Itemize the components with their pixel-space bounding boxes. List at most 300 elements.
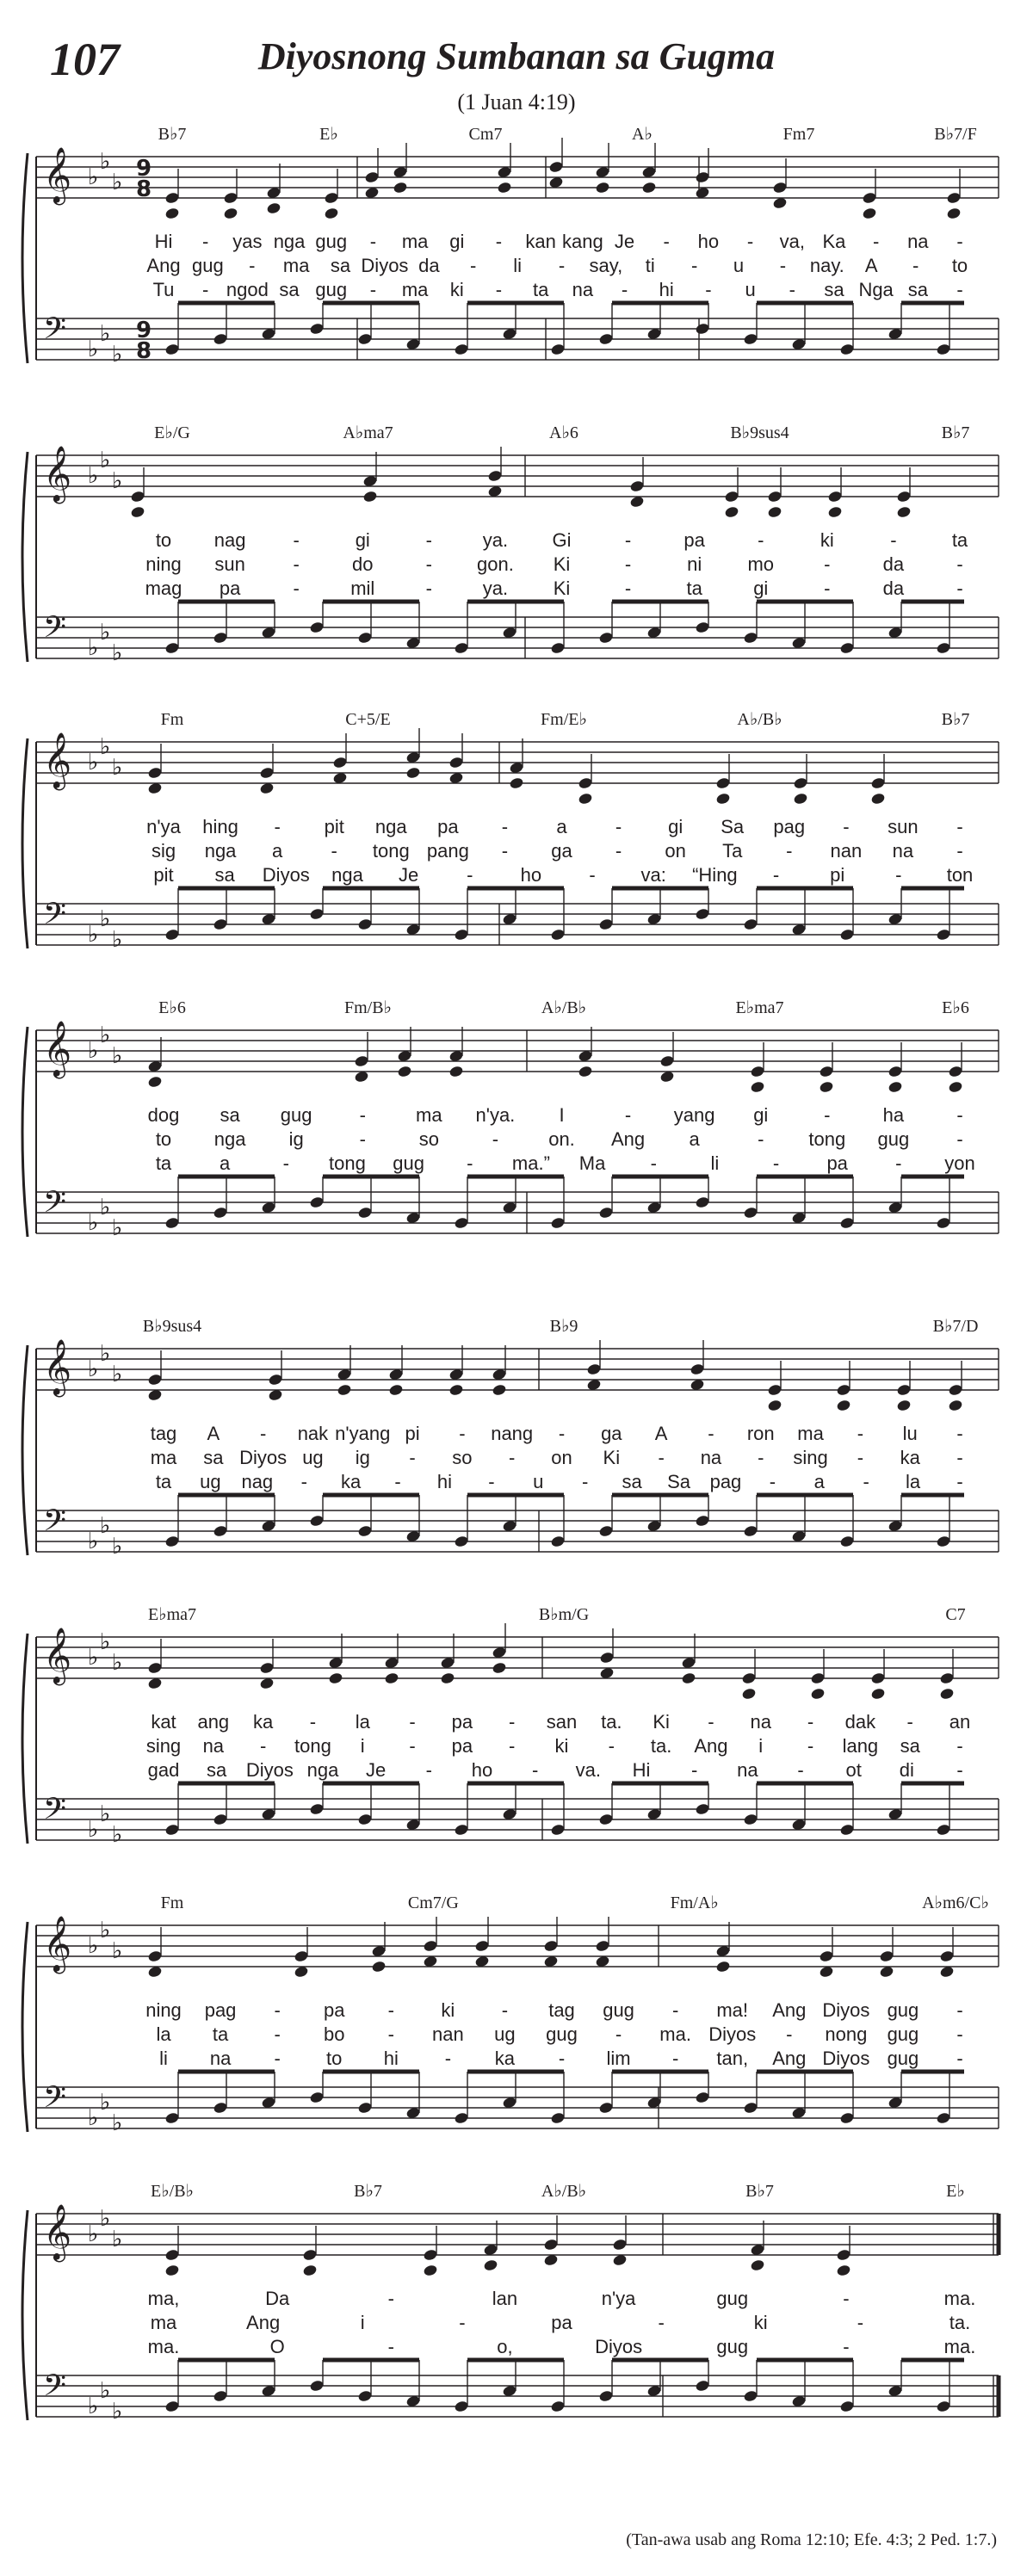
- lyric-syllable: -: [956, 2048, 963, 2069]
- lyric-syllable: gug: [315, 231, 348, 252]
- lyric-syllable: ma.: [943, 2336, 976, 2357]
- chord-symbol: Fm: [160, 710, 184, 729]
- flat-sign: ♭: [100, 1022, 111, 1048]
- lyric-syllable: lang: [842, 1735, 879, 1757]
- note-head: [695, 1802, 710, 1815]
- flat-sign: ♭: [88, 750, 99, 775]
- lyric-syllable: na: [892, 840, 914, 862]
- lyric-syllable: nga: [374, 816, 407, 837]
- note-head: [454, 2400, 469, 2412]
- system-bracket: [22, 2210, 28, 2420]
- lyric-syllable: -: [488, 1471, 495, 1492]
- lyric-syllable: ig: [288, 1128, 304, 1150]
- lyric-syllable: nag: [213, 529, 246, 551]
- note-head: [743, 1524, 758, 1537]
- note-head: [550, 2111, 566, 2124]
- note-head: [695, 621, 710, 633]
- lyric-syllable: sa: [279, 279, 300, 300]
- lyric-syllable: -: [309, 1711, 317, 1733]
- note-head: [259, 766, 275, 779]
- lyric-syllable: nga: [306, 1759, 339, 1781]
- lyric-syllable: na: [209, 2048, 232, 2069]
- lyric-syllable: sa: [900, 1735, 920, 1757]
- lyric-syllable: ka: [900, 1447, 920, 1468]
- lyric-syllable: -: [658, 2312, 665, 2333]
- lyric-syllable: gon.: [477, 553, 514, 575]
- note-head: [357, 2389, 373, 2402]
- lyric-syllable: lan: [492, 2288, 518, 2309]
- lyric-syllable: gug: [716, 2288, 749, 2309]
- note-head: [550, 641, 566, 654]
- note-head: [896, 505, 912, 518]
- note-head: [164, 641, 180, 654]
- lyric-syllable: on: [551, 1447, 572, 1468]
- chord-symbol: B♭9sus4: [730, 423, 789, 442]
- lyric-syllable: -: [558, 2048, 566, 2069]
- note-head: [839, 343, 855, 355]
- lyric-syllable: na: [750, 1711, 771, 1733]
- lyric-syllable: -: [843, 2288, 850, 2309]
- lyric-syllable: i: [360, 1735, 365, 1757]
- note-head: [423, 2264, 438, 2276]
- lyric-syllable: Ki: [553, 553, 571, 575]
- lyric-syllable: ga: [551, 840, 572, 862]
- flat-sign: ♭: [112, 2227, 123, 2252]
- lyric-syllable: -: [501, 816, 509, 837]
- lyric-syllable: kan: [525, 231, 556, 252]
- lyric-syllable: -: [509, 1711, 516, 1733]
- lyric-syllable: -: [409, 1735, 416, 1757]
- note-head: [268, 1373, 283, 1386]
- note-head: [695, 1195, 710, 1208]
- lyric-syllable: -: [671, 2048, 679, 2069]
- lyric-syllable: -: [249, 255, 256, 276]
- note-head: [147, 1949, 163, 1962]
- note-head: [357, 1206, 373, 1219]
- system-bracket: [22, 452, 28, 662]
- note-head: [487, 469, 503, 482]
- flat-sign: ♭: [88, 1038, 99, 1064]
- lyric-syllable: -: [259, 1735, 267, 1757]
- lyric-syllable: tan,: [716, 2048, 749, 2069]
- note-head: [302, 2264, 318, 2276]
- note-head: [371, 1960, 387, 1973]
- lyric-syllable: pa: [323, 1999, 345, 2021]
- lyric-syllable: nga: [204, 840, 237, 862]
- lyric-syllable: sing: [145, 1735, 182, 1757]
- hymn-number: 107: [50, 34, 120, 85]
- lyric-syllable: bo: [323, 2023, 345, 2045]
- bass-clef: 𝄢: [43, 896, 67, 938]
- note-head: [595, 181, 610, 194]
- note-head: [454, 2111, 469, 2124]
- note-head: [492, 1661, 507, 1674]
- flat-sign: ♭: [100, 1629, 111, 1655]
- lyric-syllable: Je: [614, 231, 635, 252]
- lyric-syllable: ning: [145, 1999, 182, 2021]
- lyric-syllable: -: [779, 255, 787, 276]
- lyric-syllable: ki: [449, 279, 464, 300]
- lyric-syllable: O: [269, 2336, 285, 2357]
- note-head: [681, 1671, 696, 1684]
- bass-clef: 𝄢: [43, 1791, 67, 1833]
- lyric-syllable: -: [467, 1152, 473, 1174]
- lyric-syllable: -: [857, 1447, 864, 1468]
- lyric-syllable: pit: [324, 816, 344, 837]
- chord-symbol: Fm7: [782, 125, 815, 144]
- chord-symbol: B♭9: [549, 1317, 578, 1336]
- lyric-syllable: ga: [601, 1423, 622, 1444]
- note-head: [936, 641, 951, 654]
- lyric-syllable: gi: [753, 1104, 769, 1126]
- lyric-syllable: -: [691, 255, 698, 276]
- lyric-syllable: ug: [494, 2023, 516, 2045]
- lyric-syllable: so: [418, 1128, 439, 1150]
- note-head: [767, 1383, 782, 1396]
- note-head: [598, 1206, 614, 1219]
- note-head: [827, 505, 843, 518]
- lyric-syllable: dak: [844, 1711, 876, 1733]
- lyric-syllable: nga: [331, 864, 363, 886]
- flat-sign: ♭: [100, 1513, 111, 1539]
- lyric-syllable: Ki: [653, 1711, 670, 1733]
- lyric-syllable: Ang: [772, 1999, 807, 2021]
- note-head: [750, 1080, 765, 1093]
- note-head: [598, 1813, 614, 1825]
- lyric-syllable: ma: [401, 279, 429, 300]
- flat-sign: ♭: [100, 734, 111, 760]
- lyric-syllable: gug: [546, 2023, 578, 2045]
- lyric-syllable: -: [956, 1999, 963, 2021]
- note-head: [827, 490, 843, 503]
- lyric-syllable: do: [352, 553, 374, 575]
- lyric-syllable: to: [155, 1128, 172, 1150]
- lyric-syllable: Diyos: [708, 2023, 757, 2045]
- note-head: [896, 1399, 912, 1412]
- chord-symbol: B♭7: [354, 2182, 382, 2201]
- lyric-syllable: -: [956, 2023, 963, 2045]
- lyric-syllable: Ang: [246, 2312, 281, 2333]
- note-head: [423, 1939, 438, 1952]
- lyric-syllable: pa: [219, 578, 241, 599]
- note-head: [810, 1687, 826, 1700]
- lyric-syllable: -: [293, 553, 300, 575]
- lyric-syllable: Je: [398, 864, 419, 886]
- note-head: [578, 1065, 593, 1078]
- flat-sign: ♭: [112, 342, 123, 368]
- note-head: [939, 1949, 955, 1962]
- lyric-syllable: ma: [150, 1447, 177, 1468]
- note-head: [213, 631, 228, 644]
- note-head: [750, 1065, 765, 1078]
- chord-symbol: E♭6: [158, 998, 186, 1017]
- lyric-syllable: pag: [773, 816, 806, 837]
- flat-sign: ♭: [88, 1817, 99, 1843]
- treble-clef: 𝄞: [43, 147, 72, 203]
- note-head: [595, 1939, 610, 1952]
- note-head: [454, 641, 469, 654]
- note-head: [223, 207, 238, 219]
- note-head: [598, 631, 614, 644]
- note-head: [454, 1216, 469, 1229]
- note-head: [384, 1671, 399, 1684]
- flat-sign: ♭: [100, 2090, 111, 2116]
- lyric-syllable: ka: [253, 1711, 274, 1733]
- note-head: [793, 776, 808, 789]
- lyric-syllable: pag: [709, 1471, 742, 1492]
- note-head: [793, 792, 808, 805]
- lyric-syllable: yas: [232, 231, 263, 252]
- lyric-syllable: -: [467, 864, 473, 886]
- note-head: [629, 479, 645, 492]
- chord-symbol: Fm/B♭: [343, 998, 393, 1017]
- lyric-syllable: Diyos: [822, 1999, 870, 2021]
- note-head: [164, 1216, 180, 1229]
- chord-symbol: A♭ma7: [343, 423, 393, 442]
- note-head: [767, 490, 782, 503]
- lyric-syllable: -: [558, 1423, 566, 1444]
- bass-clef: 𝄢: [43, 311, 67, 353]
- note-head: [454, 1823, 469, 1836]
- lyric-syllable: -: [359, 1104, 366, 1126]
- lyric-syllable: sig: [151, 840, 176, 862]
- note-head: [936, 343, 951, 355]
- treble-clef: 𝄞: [43, 446, 72, 502]
- lyric-syllable: -: [843, 816, 850, 837]
- note-head: [357, 1813, 373, 1825]
- note-head: [772, 181, 788, 194]
- lyric-syllable: la: [906, 1471, 921, 1492]
- flat-sign: ♭: [88, 337, 99, 362]
- note-head: [309, 1195, 325, 1208]
- lyric-syllable: la: [355, 1711, 370, 1733]
- lyric-syllable: ug: [302, 1447, 324, 1468]
- lyric-syllable: -: [956, 1128, 963, 1150]
- lyric-syllable: pa: [437, 816, 459, 837]
- lyric-syllable: Ma: [578, 1152, 606, 1174]
- note-head: [324, 207, 339, 219]
- lyric-syllable: -: [772, 864, 780, 886]
- lyric-syllable: ma: [401, 231, 429, 252]
- flat-sign: ♭: [100, 906, 111, 932]
- lyric-syllable: -: [387, 1999, 394, 2021]
- chord-symbol: E♭: [946, 2182, 965, 2201]
- lyric-syllable: va,: [779, 231, 805, 252]
- flat-sign: ♭: [100, 1195, 111, 1220]
- lyric-syllable: Diyos: [361, 255, 409, 276]
- lyric-syllable: ho: [520, 864, 542, 886]
- note-head: [130, 505, 145, 518]
- lyric-syllable: ang: [197, 1711, 230, 1733]
- lyric-syllable: ya.: [482, 529, 509, 551]
- chord-symbol: C7: [945, 1605, 966, 1624]
- lyric-syllable: -: [772, 1152, 780, 1174]
- lyric-syllable: Diyos: [262, 864, 310, 886]
- lyric-syllable: Ang: [611, 1128, 646, 1150]
- lyric-syllable: lu: [902, 1423, 918, 1444]
- note-head: [357, 631, 373, 644]
- lyric-syllable: nong: [825, 2023, 868, 2045]
- lyric-syllable: gug: [603, 1999, 634, 2021]
- lyric-syllable: hi: [383, 2048, 399, 2069]
- lyric-syllable: gug: [716, 2336, 749, 2357]
- lyric-syllable: -: [282, 1152, 289, 1174]
- note-head: [213, 1206, 228, 1219]
- note-head: [819, 1065, 834, 1078]
- lyric-syllable: ta: [951, 529, 968, 551]
- lyric-syllable: -: [824, 578, 831, 599]
- lyric-syllable: -: [582, 1471, 589, 1492]
- note-head: [448, 1065, 464, 1078]
- lyric-syllable: Diyos: [245, 1759, 294, 1781]
- lyric-syllable: Ta: [722, 840, 743, 862]
- lyric-syllable: nan: [431, 2023, 464, 2045]
- note-head: [659, 1054, 675, 1067]
- lyric-syllable: -: [956, 1735, 963, 1757]
- note-head: [715, 1960, 731, 1973]
- lyric-syllable: A: [207, 1423, 220, 1444]
- lyric-syllable: i: [758, 1735, 764, 1757]
- lyric-syllable: ngod: [226, 279, 269, 300]
- flat-sign: ♭: [112, 468, 123, 494]
- note-head: [743, 1206, 758, 1219]
- note-head: [896, 490, 912, 503]
- lyric-syllable: -: [863, 1471, 869, 1492]
- lyric-syllable: da: [418, 255, 440, 276]
- lyric-syllable: gug: [192, 255, 224, 276]
- lyric-syllable: i: [360, 2312, 365, 2333]
- bass-clef: 𝄢: [43, 609, 67, 652]
- lyric-syllable: -: [444, 2048, 452, 2069]
- lyric-syllable: -: [608, 1735, 615, 1757]
- lyric-syllable: -: [387, 2023, 394, 2045]
- note-head: [743, 1813, 758, 1825]
- lyric-syllable: -: [956, 840, 963, 862]
- lyric-syllable: tong: [808, 1128, 846, 1150]
- lyric-syllable: hi: [659, 279, 674, 300]
- note-head: [294, 1949, 309, 1962]
- lyric-syllable: kat: [151, 1711, 176, 1733]
- lyric-syllable: Ang: [146, 255, 181, 276]
- lyric-syllable: ki: [753, 2312, 768, 2333]
- lyric-syllable: so: [452, 1447, 473, 1468]
- lyric-syllable: Je: [366, 1759, 387, 1781]
- note-head: [690, 1362, 705, 1375]
- note-head: [550, 928, 566, 941]
- treble-clef: 𝄞: [43, 1339, 72, 1395]
- lyric-syllable: -: [615, 816, 622, 837]
- lyric-syllable: Hi: [154, 231, 173, 252]
- note-head: [839, 641, 855, 654]
- note-head: [743, 2101, 758, 2114]
- lyric-syllable: mil: [350, 578, 375, 599]
- note-head: [743, 917, 758, 930]
- note-head: [870, 1687, 886, 1700]
- note-head: [939, 1687, 955, 1700]
- lyric-syllable: ta: [212, 2023, 229, 2045]
- lyric-syllable: a: [220, 1152, 231, 1174]
- note-head: [324, 191, 339, 204]
- note-head: [309, 2379, 325, 2392]
- note-head: [364, 170, 380, 183]
- lyric-syllable: -: [202, 279, 209, 300]
- note-head: [948, 1080, 963, 1093]
- flat-sign: ♭: [112, 1215, 123, 1241]
- lyric-syllable: to: [951, 255, 968, 276]
- lyric-syllable: -: [956, 1759, 963, 1781]
- lyric-syllable: a: [272, 840, 283, 862]
- chord-symbol: A♭/B♭: [737, 710, 782, 729]
- lyric-syllable: dog: [147, 1104, 180, 1126]
- lyric-syllable: -: [293, 578, 300, 599]
- note-head: [870, 776, 886, 789]
- note-head: [309, 1514, 325, 1527]
- lyric-syllable: -: [956, 1471, 963, 1492]
- note-head: [259, 1661, 275, 1674]
- lyric-syllable: gug: [887, 2048, 919, 2069]
- flat-sign: ♭: [88, 1645, 99, 1671]
- chord-symbol: E♭/B♭: [151, 2182, 194, 2201]
- note-head: [750, 2258, 765, 2271]
- note-head: [578, 792, 593, 805]
- lyric-syllable: gug: [887, 2023, 919, 2045]
- lyric-syllable: -: [824, 1104, 831, 1126]
- lyric-syllable: nag: [241, 1471, 274, 1492]
- treble-clef: 𝄞: [43, 2204, 72, 2260]
- system-bracket: [22, 1345, 28, 1555]
- chord-symbol: B♭7: [941, 710, 970, 729]
- lyric-syllable: ki: [820, 529, 834, 551]
- lyric-syllable: -: [409, 1711, 416, 1733]
- note-head: [388, 1383, 404, 1396]
- note-head: [598, 917, 614, 930]
- note-head: [598, 2101, 614, 2114]
- time-signature-top: 9: [136, 318, 152, 343]
- note-head: [839, 1216, 855, 1229]
- lyric-syllable: hi: [436, 1471, 453, 1492]
- lyric-syllable: -: [359, 1128, 366, 1150]
- lyric-syllable: -: [895, 864, 902, 886]
- note-head: [767, 1399, 782, 1412]
- note-head: [598, 2389, 614, 2402]
- note-head: [819, 1080, 834, 1093]
- lyric-syllable: -: [758, 1128, 764, 1150]
- lyric-syllable: -: [495, 231, 503, 252]
- note-head: [328, 1671, 343, 1684]
- flat-sign: ♭: [88, 635, 99, 661]
- chord-symbol: A♭/B♭: [541, 2182, 587, 2201]
- lyric-syllable: -: [872, 231, 880, 252]
- note-head: [836, 2248, 851, 2261]
- lyric-syllable: n'ya: [601, 2288, 636, 2309]
- lyric-syllable: n'yang: [335, 1423, 391, 1444]
- lyric-syllable: say,: [589, 255, 623, 276]
- note-head: [550, 1216, 566, 1229]
- flat-sign: ♭: [88, 922, 99, 948]
- lyric-syllable: -: [509, 1735, 516, 1757]
- lyric-syllable: -: [274, 2048, 281, 2069]
- flat-sign: ♭: [100, 1918, 111, 1943]
- lyric-syllable: da: [882, 553, 905, 575]
- note-head: [223, 191, 238, 204]
- lyric-syllable: na: [907, 231, 929, 252]
- lyric-syllable: -: [558, 255, 566, 276]
- lyric-syllable: -: [708, 1423, 714, 1444]
- note-head: [213, 2101, 228, 2114]
- lyric-syllable: nang: [491, 1423, 534, 1444]
- lyric-syllable: ta.: [949, 2312, 971, 2333]
- note-head: [836, 1399, 851, 1412]
